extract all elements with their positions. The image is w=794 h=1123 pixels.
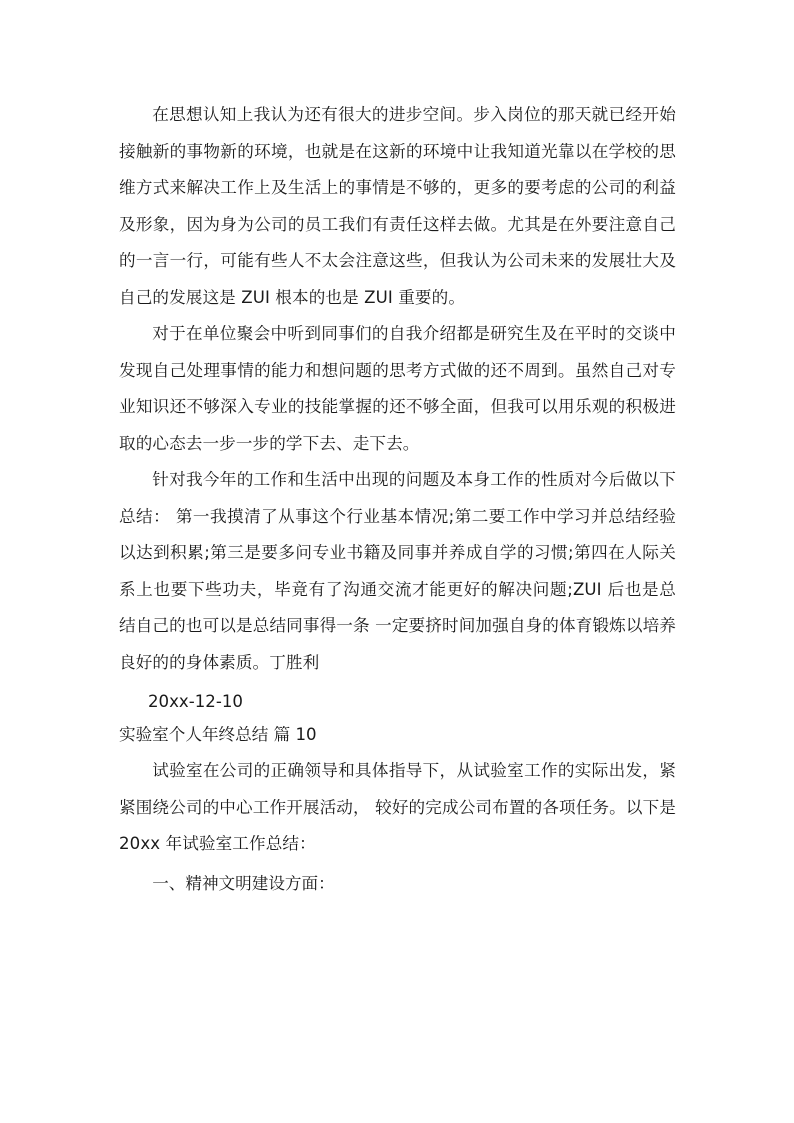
section-title: 实验室个人年终总结 篇 10 — [119, 724, 317, 744]
subheading-spiritual-civilization: 一、精神文明建设方面： — [152, 873, 335, 893]
document-body — [119, 97, 676, 902]
paragraph-colleagues: 对于在单位聚会中听到同事们的自我介绍都是研究生及在平时的交谈中发现自己处理事情的能力和想问题的思考方式做的还不周到。虽然自己对专业知识还不够深入专业的技能掌握的还不够全面，但我可以用乐观的积极进取的心态去一步一步的学下去、走下去。 — [119, 324, 676, 453]
paragraph-ideology: 在思想认知上我认为还有很大的进步空间。步入岗位的那天就已经开始接触新的事物新的环境，也就是在这新的环境中让我知道光靠以在学校的思维方式来解决工作上及生活上的事情是不够的，更多的要考虑的公司的利益及形象，因为身为公司的员工我们有责任这样去做。尤其是在外要注意自己的一言一行，可能有些人不太会注意这些，但我认为公司未来的发展壮大及自己的发展这是 ZUI 根本的也是 ZUI 重要的。 — [119, 105, 676, 307]
paragraph-summary: 针对我今年的工作和生活中出现的问题及本身工作的性质对今后做以下总结： 第一我摸清了从事这个行业基本情况;第二要工作中学习并总结经验以达到积累;第三是要多问专业书籍及同事并养成自学的习惯;第四在人际关系上也要下些功夫，毕竟有了沟通交流才能更好的解决问题;ZUI 后也是总结自己的也可以是总结同事得一条 一定要挤时间加强自身的体育锻炼以培养良好的的身体素质。丁胜利 — [119, 470, 676, 672]
document-date: 20xx-12-10 — [148, 692, 243, 711]
paragraph-lab-intro: 试验室在公司的正确领导和具体指导下，从试验室工作的实际出发，紧紧围绕公司的中心工作开展活动， 较好的完成公司布置的各项任务。以下是 20xx 年试验室工作总结： — [119, 761, 676, 853]
